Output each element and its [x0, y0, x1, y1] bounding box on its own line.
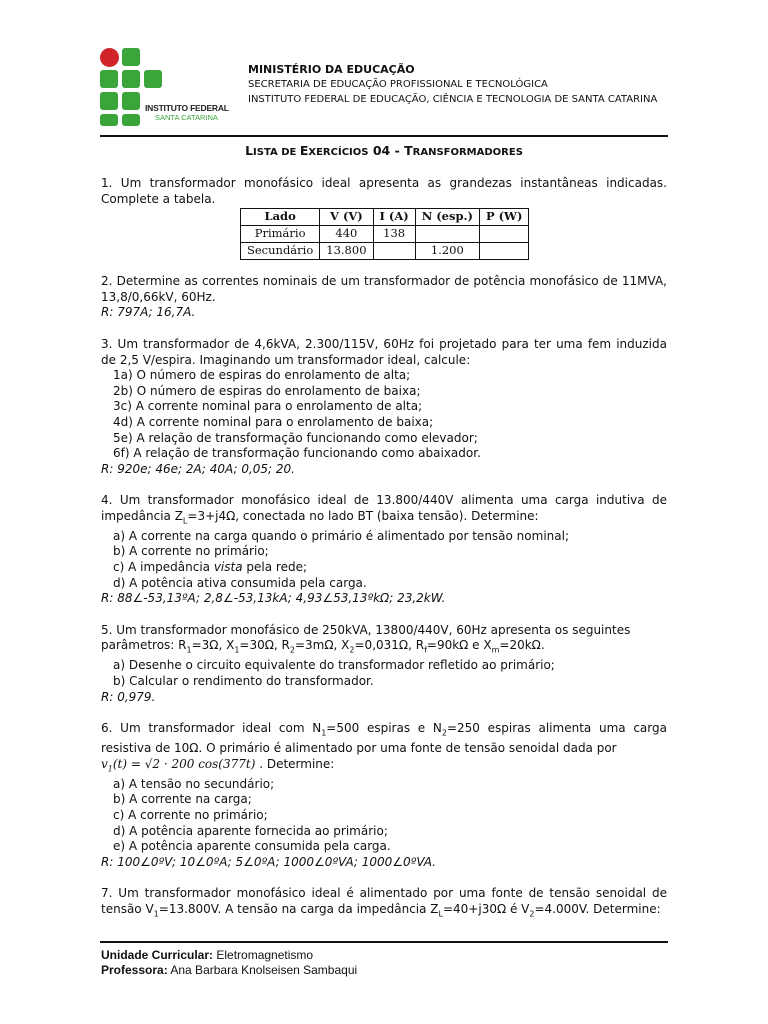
list-item: 1a) O número de espiras do enrolamento de alta;	[113, 368, 411, 383]
table-header-cell: N (esp.)	[415, 209, 479, 226]
parameter: $X_m=20k\Omega$.	[483, 638, 545, 655]
question-2: 2. Determine as correntes nominais de um transformador de potência monofásico de 11MVA, 13,8/0,66kV, 60Hz.	[101, 274, 667, 304]
list-item: e) A potência aparente consumida pela carga.	[113, 839, 391, 854]
table-cell	[415, 226, 479, 243]
ifsc-logo	[100, 48, 240, 128]
table-header-cell: P (W)	[479, 209, 528, 226]
table-row	[241, 243, 529, 260]
list-item: c) A impedância vista pela rede;	[113, 560, 307, 575]
parameter: $X_1=30\Omega$,	[226, 638, 282, 655]
table-header-cell: Lado	[241, 209, 320, 226]
secretaria-line: SECRETARIA DE EDUCAÇÃO PROFISSIONAL E TECNOLÓGICA	[248, 79, 548, 90]
list-item: a) A corrente na carga quando o primário é alimentado por tensão nominal;	[113, 528, 569, 543]
parameter: $R_2=3m\Omega$,	[281, 638, 342, 655]
instituto-line: INSTITUTO FEDERAL DE EDUCAÇÃO, CIÊNCIA E TECNOLOGIA DE SANTA CATARINA	[248, 94, 658, 105]
answer-6: R: 100∠0ºV; 10∠0ºA; 5∠0ºA; 1000∠0ºVA; 1000∠0ºVA.	[101, 854, 436, 869]
list-item: 2b) O número de espiras do enrolamento de baixa;	[113, 383, 421, 398]
list-item: a) Desenhe o circuito equivalente do transformador refletido ao primário;	[113, 658, 555, 673]
list-item: a) A tensão no secundário;	[113, 776, 275, 791]
table-cell	[479, 243, 528, 260]
parameter: $R_1=3\Omega$,	[178, 638, 227, 655]
exercise-list	[101, 176, 667, 922]
question-5-items	[101, 658, 667, 689]
table-cell	[373, 243, 415, 260]
header	[100, 48, 668, 130]
question-3-items	[101, 368, 667, 462]
list-item: 4d) A corrente nominal para o enrolamento de baixa;	[113, 414, 434, 429]
table-cell: 440	[320, 226, 373, 243]
question-7: 7. Um transformador monofásico ideal é alimentado por uma fonte de tensão senoidal de tensão $V_1=13.800V$. A tensão na carga da impedância $Z_L=40+j30\Omega$ é $V_2=4.000V$. Determine:	[101, 886, 667, 919]
list-item: 5e) A relação de transformação funcionando como elevador;	[113, 430, 478, 445]
answer-2: R: 797A; 16,7A.	[101, 305, 196, 320]
page-title: LISTA DE EXERCÍCIOS 04 - TRANSFORMADORES	[245, 143, 523, 158]
logo-text-instituto: INSTITUTO FEDERAL	[145, 103, 229, 113]
list-item: d) A potência aparente fornecida ao primário;	[113, 823, 388, 838]
list-item: c) A corrente no primário;	[113, 807, 268, 822]
answer-4: R: 88∠-53,13ºA; 2,8∠-53,13kA; 4,93∠53,13ºkΩ; 23,2kW.	[101, 591, 446, 606]
voltage-formula: $v_1(t) = √2 \cdot 200$ cos(377t)	[101, 756, 256, 774]
table-cell: 138	[373, 226, 415, 243]
list-item: 3c) A corrente nominal para o enrolamento de alta;	[113, 399, 423, 414]
table-header-cell: V (V)	[320, 209, 373, 226]
question-5: 5. Um transformador monofásico de 250kVA, 13800/440V, 60Hz apresenta os seguintes parâmetros: $R_1=3\Omega$, $X_1=30\Omega$, $R_2=3m\Omega$, $X_2=0,031\Omega$, $R_f=90k\Omega$ e $X_m=20k\Omega$.	[101, 622, 631, 655]
question-1-table	[240, 208, 529, 260]
logo-text-santa-catarina: SANTA CATARINA	[155, 113, 218, 122]
table-cell	[479, 226, 528, 243]
question-4: 4. Um transformador monofásico ideal de 13.800/440V alimenta uma carga indutiva de impedância $Z_L=3+j4\Omega$, conectada no lado BT (baixa tensão). Determine:	[101, 493, 667, 526]
question-4-items	[101, 529, 667, 591]
question-6: 6. Um transformador ideal com $N_1=500$ espiras e $N_2=250$ espiras alimenta uma carga resistiva de 10Ω. O primário é alimentado por uma fonte de tensão senoidal dada por $v_1(t) = √2 \cdot 200$ cos(377t) . Determine:	[101, 721, 667, 774]
question-1: 1. Um transformador monofásico ideal apresenta as grandezas instantâneas indicadas. Complete a tabela.	[101, 176, 667, 206]
table-cell: Primário	[241, 226, 320, 243]
ministry-title: MINISTÉRIO DA EDUCAÇÃO	[248, 63, 415, 76]
footer-professor: Professora: Ana Barbara Knolseisen Sambaqui	[101, 963, 358, 977]
parameter: $X_2=0,031\Omega$,	[341, 638, 416, 655]
footer	[101, 948, 357, 978]
table-row	[241, 226, 529, 243]
list-item: b) A corrente na carga;	[113, 792, 252, 807]
header-divider	[100, 135, 668, 137]
table-cell: 13.800	[320, 243, 373, 260]
list-item: 6f) A relação de transformação funcionando como abaixador.	[113, 446, 481, 461]
answer-5: R: 0,979.	[101, 689, 156, 704]
footer-unit: Unidade Curricular: Eletromagnetismo	[101, 948, 314, 962]
footer-divider	[100, 941, 668, 943]
question-3: 3. Um transformador de 4,6kVA, 2.300/115V, 60Hz foi projetado para ter uma fem induzida de 2,5 V/espira. Imaginando um transformador ideal, calcule:	[101, 336, 667, 367]
parameter: $R_f=90k\Omega$ e	[415, 638, 484, 655]
table-cell: 1.200	[415, 243, 479, 260]
table-cell: Secundário	[241, 243, 320, 260]
question-6-items	[101, 777, 667, 855]
list-item: b) Calcular o rendimento do transformador.	[113, 674, 374, 689]
table-header-cell: I (A)	[373, 209, 415, 226]
answer-3: R: 920e; 46e; 2A; 40A; 0,05; 20.	[101, 461, 295, 476]
list-item: d) A potência ativa consumida pela carga.	[113, 575, 367, 590]
list-item: b) A corrente no primário;	[113, 544, 269, 559]
header-text	[248, 62, 668, 107]
